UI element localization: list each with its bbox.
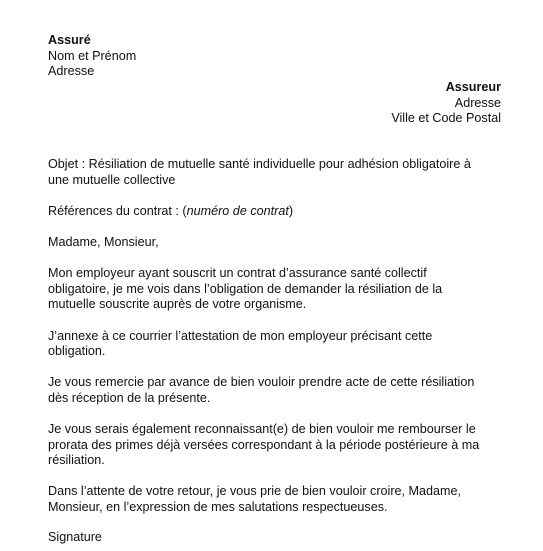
reference-close: )	[288, 203, 294, 218]
paragraph-line: Je vous remercie par avance de bien vouloir prendre acte de cette résiliation	[48, 375, 475, 390]
subject-line-2: une mutuelle collective	[48, 172, 176, 187]
recipient-address: Adresse	[454, 95, 501, 110]
paragraph-line: obligatoire, je me vois dans l’obligation de demander la résiliation de la	[48, 281, 443, 296]
paragraph-line: obligation.	[48, 344, 106, 359]
paragraph-line: prorata des primes déjà versées correspondant à la période postérieure à ma	[48, 437, 480, 452]
salutation-text: Madame, Monsieur,	[48, 234, 159, 249]
signature: Signature	[48, 530, 102, 544]
paragraph-closing	[48, 484, 508, 515]
paragraph-line: Mon employeur ayant souscrit un contrat d’assurance santé collectif	[48, 266, 427, 281]
recipient-block	[391, 80, 501, 127]
paragraph-line: dès réception de la présente.	[48, 390, 211, 405]
paragraph-employer-contract	[48, 266, 508, 313]
contract-reference	[48, 204, 508, 220]
sender-heading: Assuré	[48, 33, 91, 47]
reference-value: numéro de contrat	[186, 203, 289, 218]
letter-body	[48, 157, 508, 516]
salutation	[48, 235, 508, 251]
paragraph-line: résiliation.	[48, 453, 105, 468]
paragraph-line: Dans l’attente de votre retour, je vous prie de bien vouloir croire, Madame,	[48, 484, 462, 499]
paragraph-attachment	[48, 329, 508, 360]
recipient-heading: Assureur	[445, 80, 501, 94]
subject-line-1: Objet : Résiliation de mutuelle santé individuelle pour adhésion obligatoire à	[48, 157, 471, 171]
recipient-city: Ville et Code Postal	[391, 111, 501, 126]
sender-block	[48, 33, 136, 80]
paragraph-line: Monsieur, en l’expression de mes salutations respectueuses.	[48, 500, 388, 515]
sender-name: Nom et Prénom	[48, 48, 137, 63]
paragraph-line: J’annexe à ce courrier l’attestation de mon employeur précisant cette	[48, 328, 433, 343]
paragraph-refund	[48, 422, 508, 469]
subject-line	[48, 157, 508, 188]
paragraph-thanks	[48, 375, 508, 406]
paragraph-line: mutuelle souscrite auprès de votre organisme.	[48, 297, 307, 312]
reference-label: Références du contrat : (	[48, 203, 187, 218]
paragraph-line: Je vous serais également reconnaissant(e) de bien vouloir me rembourser le	[48, 422, 476, 437]
sender-address: Adresse	[48, 64, 95, 79]
